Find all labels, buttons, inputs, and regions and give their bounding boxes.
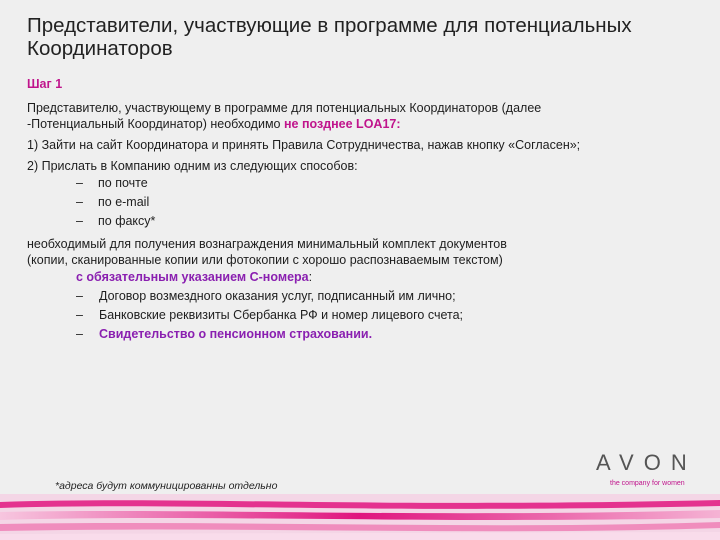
documents-line-2: (копии, сканированные копии или фотокопии с хорошо распознаваемым текстом): [27, 253, 503, 267]
instruction-item-2: 2) Прислать в Компанию одним из следующих способов:: [27, 159, 358, 173]
pink-wave-graphic: [0, 494, 720, 540]
decorative-pink-band: [0, 494, 720, 540]
method-item: – по e-mail: [76, 195, 150, 209]
document-item: – Свидетельство о пенсионном страховании.: [76, 327, 373, 341]
instruction-item-1: 1) Зайти на сайт Координатора и принять Правила Сотрудничества, нажав кнопку «Согласен»;: [27, 138, 581, 152]
logo-wordmark: AVON: [596, 450, 697, 475]
step-label: Шаг 1: [27, 77, 63, 91]
logo-tagline: the company for women: [610, 480, 685, 487]
slide-body: [27, 100, 687, 344]
footnote: *адреса будут коммуницированны отдельно: [55, 480, 278, 492]
documents-line-3: с обязательным указанием С-номера:: [76, 270, 313, 284]
deadline-text: не позднее LOA17:: [283, 117, 401, 131]
documents-line-1: необходимый для получения вознаграждения минимальный комплект документов: [27, 237, 507, 251]
slide-title: Представители, участвующие в программе для потенциальных Координаторов: [27, 14, 632, 60]
avon-logo: [596, 451, 706, 487]
intro-line-2: -Потенциальный Координатор) необходимо не позднее LOA17:: [27, 117, 401, 131]
intro-line-1: Представителю, участвующему в программе для потенциальных Координаторов (далее: [27, 101, 542, 115]
document-item: – Банковские реквизиты Сбербанка РФ и номер лицевого счета;: [76, 308, 464, 322]
method-item: – по факсу*: [76, 214, 156, 228]
method-item: – по почте: [76, 176, 148, 190]
document-item: – Договор возмездного оказания услуг, подписанный им лично;: [76, 289, 456, 303]
